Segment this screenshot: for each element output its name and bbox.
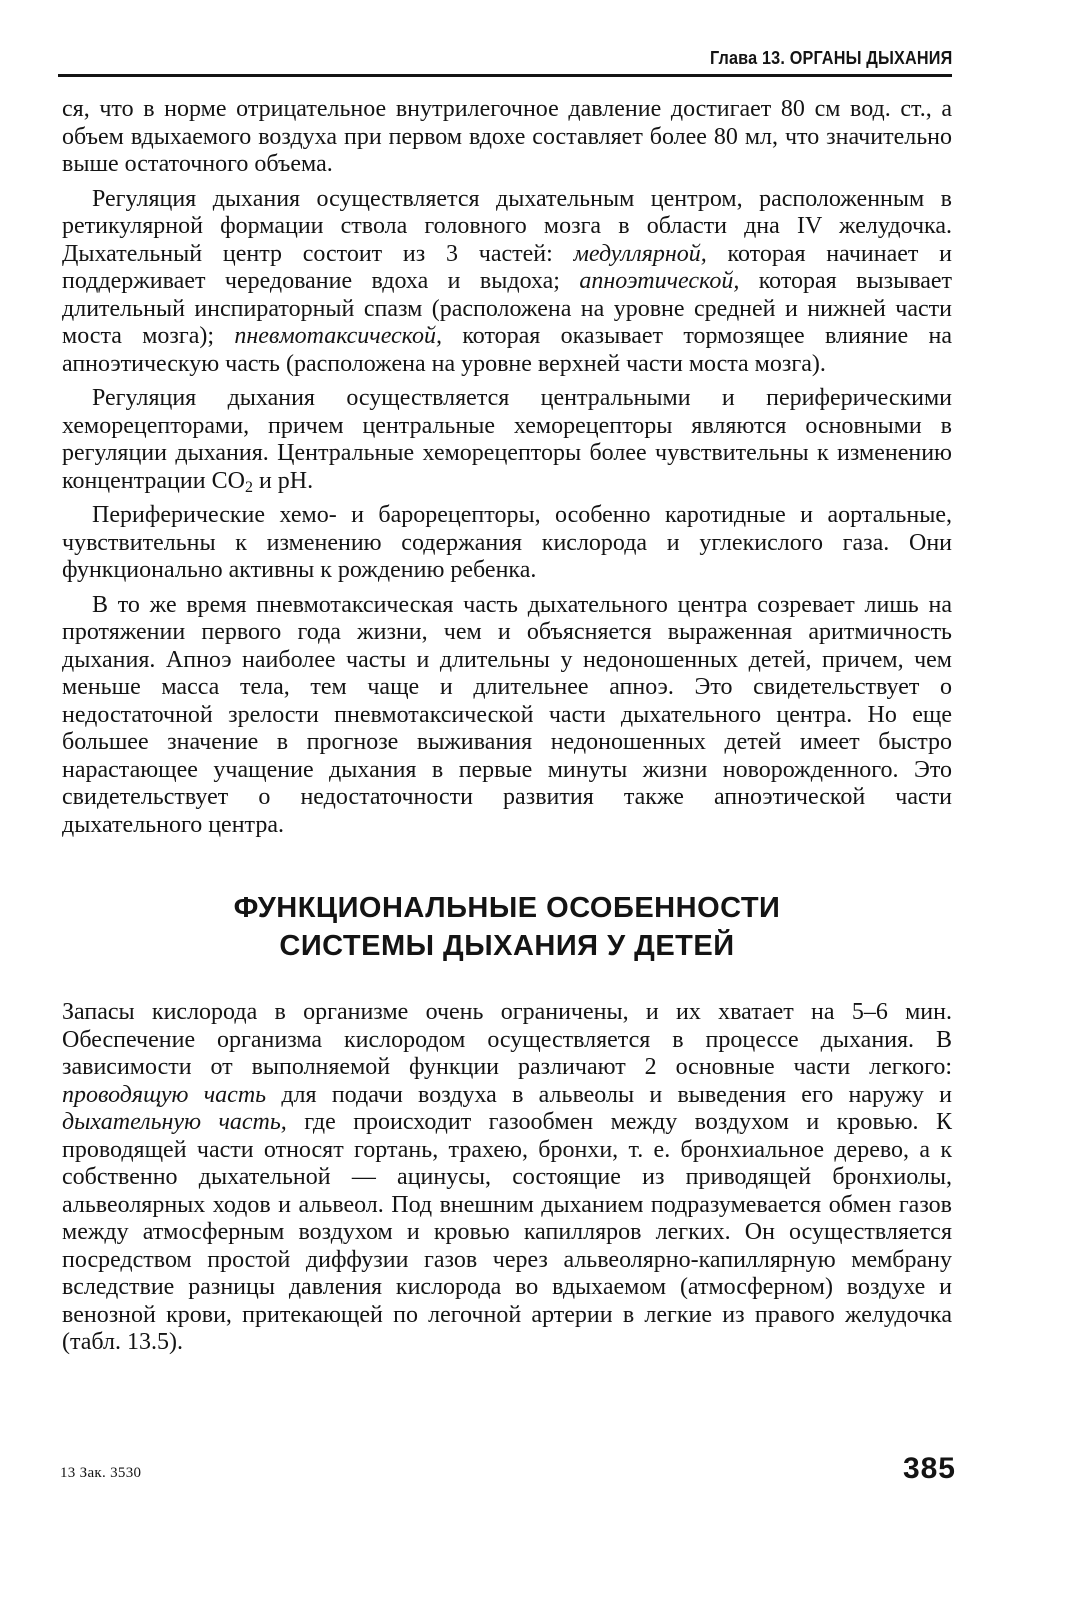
subscript: 2 bbox=[244, 478, 253, 496]
paragraph-chemoreceptors bbox=[62, 385, 952, 495]
paragraph-peripheral-receptors: Периферические хемо- и барорецепторы, особенно каротидные и аортальные, чувствительны к изменению содержания кислорода и углекислого газа. Они функционально активны к рождению ребенка. bbox=[62, 502, 952, 583]
running-title: Глава 13. ОРГАНЫ ДЫХАНИЯ bbox=[709, 48, 952, 68]
paragraph-oxygen-reserves bbox=[62, 999, 952, 1357]
paragraph-text: которая начинает и поддерживает чередование вдоха и выдоха; bbox=[62, 240, 953, 294]
paragraph-text: которая оказывает тормозящее влияние на апноэтическую часть (расположена на уровне верхней части моста мозга). bbox=[62, 323, 952, 377]
paragraph-text: Запасы кислорода в организме очень ограничены, и их хватает на 5–6 мин. Обеспечение организма кислородом осуществляется в процессе дыхания. В зависимости от выполняемой функции различают 2 основные части легкого: bbox=[62, 999, 952, 1080]
page-header bbox=[58, 40, 952, 80]
paragraph-text: где происходит газообмен между воздухом и кровью. К проводящей части относят гортань, трахею, бронхи, т. е. бронхиальное дерево, а к собственно дыхательной — ацинусы, состоящие из приводящей бронхиолы, альвеолярных ходов и альвеол. Под внешним дыханием подразумевается обмен газов между атмосферным воздухом и кровью капилляров легких. Он осуществляется посредством простой диффузии газов через альвеолярно-капиллярную мембрану вследствие разницы давления кислорода во вдыхаемом (атмосферном) воздухе и венозной крови, притекающей по легочной артерии в легкие из правого желудочка (табл. 13.5). bbox=[62, 1109, 952, 1355]
header-rule bbox=[58, 74, 952, 77]
italic-term-medullary: медуллярной, bbox=[573, 240, 707, 267]
section-heading-line: ФУНКЦИОНАЛЬНЫЕ ОСОБЕННОСТИ bbox=[233, 892, 781, 924]
italic-term-pneumotaxic: пневмотаксической, bbox=[234, 323, 442, 349]
page-number: 385 bbox=[902, 1452, 956, 1485]
italic-term-respiratory-part: дыхательную часть, bbox=[62, 1109, 287, 1135]
section-heading-line: СИСТЕМЫ ДЫХАНИЯ У ДЕТЕЙ bbox=[279, 930, 735, 962]
section-heading bbox=[62, 889, 952, 965]
paragraph-text: Регуляция дыхания осуществляется центральными и периферическими хеморецепторами, причем центральные хеморецепторы являются основными в регуляции дыхания. Центральные хеморецепторы более чувствительны к изменению концентрации CO bbox=[62, 385, 952, 494]
paragraph-pneumotaxic-maturation: В то же время пневмотаксическая часть дыхательного центра созревает лишь на протяжении первого года жизни, чем и объясняется выраженная аритмичность дыхания. Апноэ наиболее часты и длительны у недоношенных детей, причем, чем меньше масса тела, тем чаще и длительнее апноэ. Это свидетельствует о недостаточной зрелости пневмотаксической части дыхательного центра. Но еще большее значение в прогнозе выживания недоношенных детей имеет быстро нарастающее учащение дыхания в первые минуты жизни новорожденного. Это свидетельствует о недостаточности развития также апноэтической части дыхательного центра. bbox=[62, 591, 952, 838]
paragraph-continuation: ся, что в норме отрицательное внутрилегочное давление достигает 80 см вод. ст., а объем вдыхаемого воздуха при первом вдохе составляет более 80 мл, что значительно выше остаточного объема. bbox=[62, 96, 952, 177]
paragraph-text: и pH. bbox=[252, 467, 314, 494]
paragraph-text: которая вызывает длительный инспираторный спазм (расположена на уровне средней и нижней части моста мозга); bbox=[62, 268, 953, 349]
italic-term-apneustic: апноэтической, bbox=[579, 268, 740, 294]
paragraph-text: Регуляция дыхания осуществляется дыхательным центром, расположенным в ретикулярной формации ствола головного мозга в области дна IV желудочка. Дыхательный центр состоит из 3 частей: bbox=[62, 185, 952, 267]
paragraph-respiratory-center bbox=[62, 186, 952, 379]
paragraph-text: для подачи воздуха в альвеолы и выведения его наружу и bbox=[266, 1081, 953, 1108]
body-text bbox=[62, 96, 952, 1364]
italic-term-conducting-part: проводящую часть bbox=[62, 1081, 267, 1108]
printer-note: 13 Зак. 3530 bbox=[60, 1465, 142, 1481]
